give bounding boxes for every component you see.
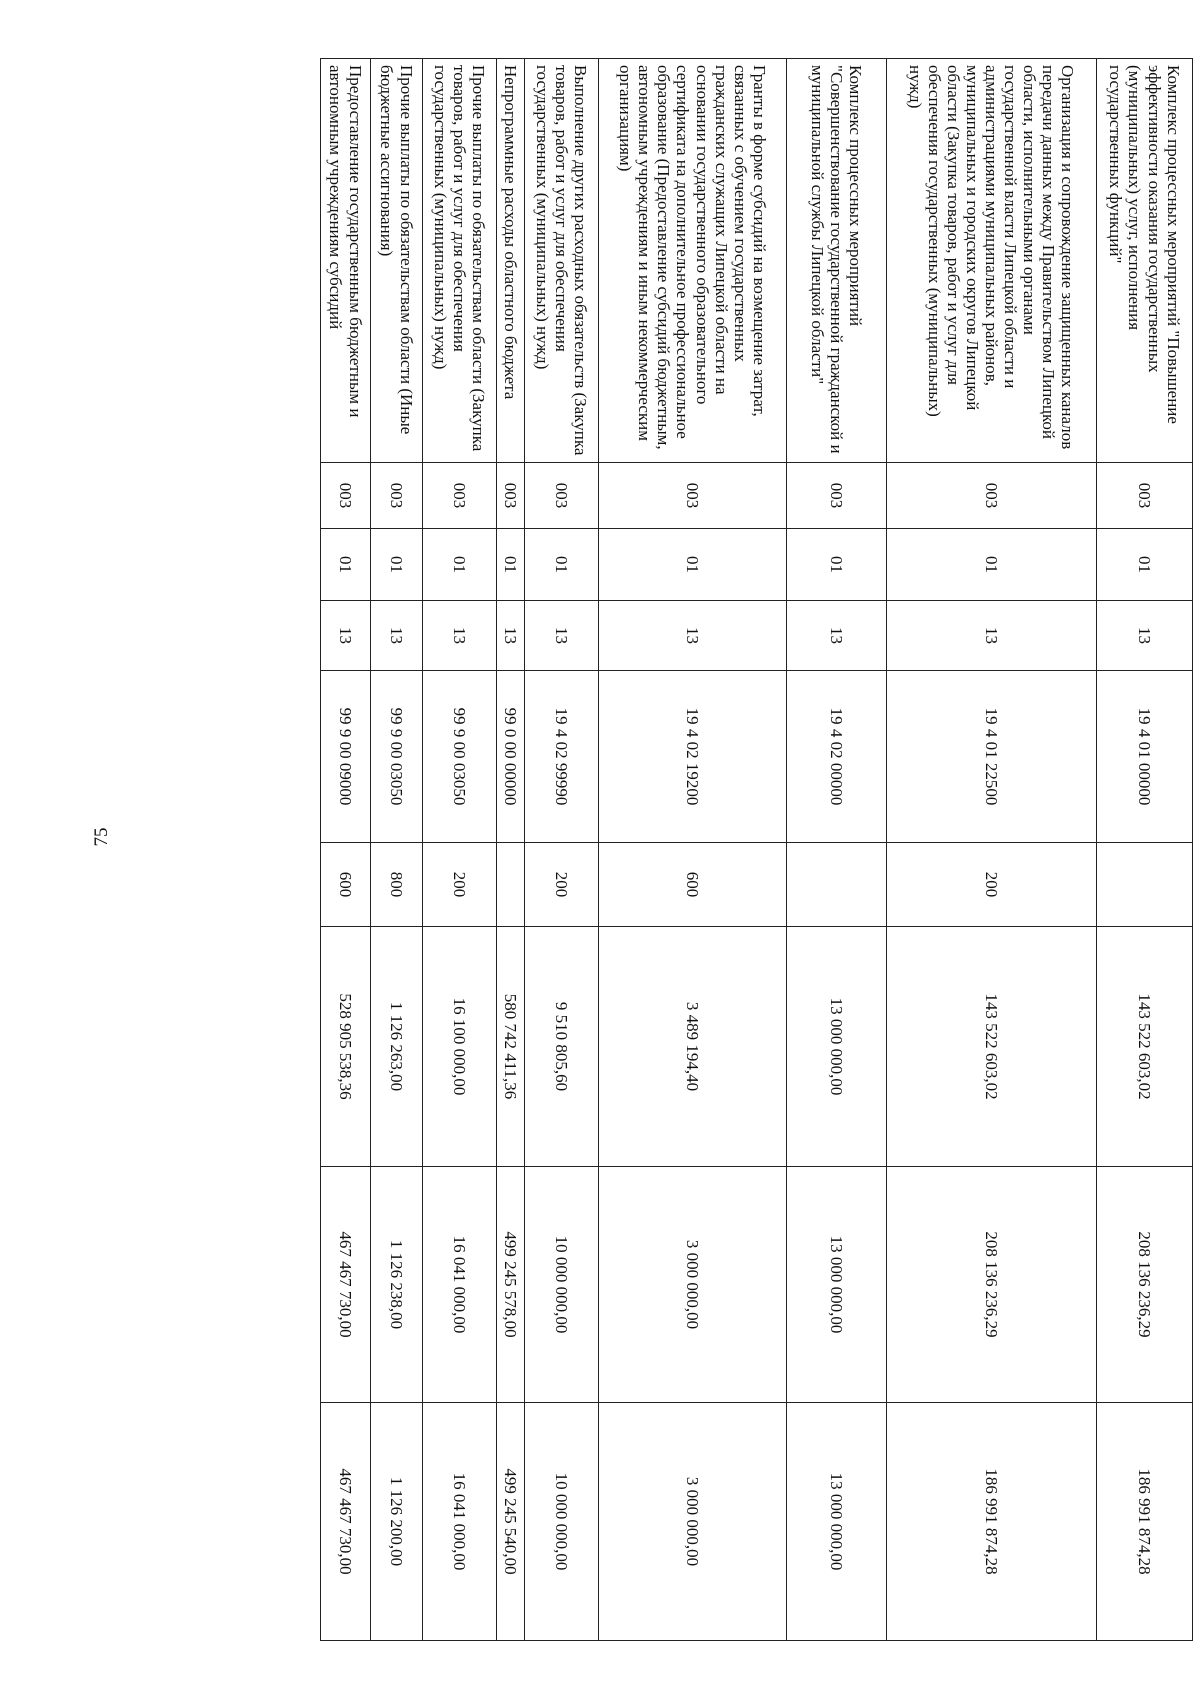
row-description: Организация и сопровождение защищенных каналов передачи данных между Правительством Липецкой области, исполнительными органами государственной власти Липецкой области и администрациями муниципальных районов, муниципальных и городских округов Липецкой области (Закупка товаров, работ и услуг для обеспечения государственных (муниципальных) нужд) <box>887 59 1097 463</box>
expense-type: 200 <box>887 843 1097 927</box>
ministry-code: 003 <box>497 463 525 529</box>
section-code: 01 <box>423 529 497 601</box>
subsection-code: 13 <box>1097 601 1193 671</box>
table-row <box>599 59 787 1641</box>
amount-2: 208 136 236,29 <box>1097 1167 1193 1403</box>
section-code: 01 <box>321 529 371 601</box>
target-article: 99 0 00 00000 <box>497 671 525 843</box>
subsection-code: 13 <box>525 601 599 671</box>
row-description: Комплекс процессных мероприятий "Совершенствование государственной гражданской и муниципальной службы Липецкой области" <box>787 59 887 463</box>
amount-2: 208 136 236,29 <box>887 1167 1097 1403</box>
expense-type: 600 <box>599 843 787 927</box>
amount-3: 186 991 874,28 <box>887 1403 1097 1641</box>
subsection-code: 13 <box>599 601 787 671</box>
ministry-code: 003 <box>787 463 887 529</box>
expense-type: 600 <box>321 843 371 927</box>
section-code: 01 <box>787 529 887 601</box>
subsection-code: 13 <box>371 601 423 671</box>
amount-3: 16 041 000,00 <box>423 1403 497 1641</box>
ministry-code: 003 <box>887 463 1097 529</box>
ministry-code: 003 <box>1097 463 1193 529</box>
amount-2: 13 000 000,00 <box>787 1167 887 1403</box>
amount-1: 143 522 603,02 <box>887 927 1097 1167</box>
target-article: 19 4 02 99990 <box>525 671 599 843</box>
subsection-code: 13 <box>887 601 1097 671</box>
row-description: Непрограммные расходы областного бюджета <box>497 59 525 463</box>
row-description: Гранты в форме субсидий на возмещение затрат, связанных с обучением государственных гражданских служащих Липецкой области на основании государственного образовательного сертификата на дополнительное профессиональное образование (Предоставление субсидий бюджетным, автономным учреждениям и иным некоммерческим организациям) <box>599 59 787 463</box>
table-row <box>525 59 599 1641</box>
ministry-code: 003 <box>321 463 371 529</box>
amount-1: 1 126 263,00 <box>371 927 423 1167</box>
expense-type <box>1097 843 1193 927</box>
amount-1: 13 000 000,00 <box>787 927 887 1167</box>
table-row <box>887 59 1097 1641</box>
amount-2: 499 245 578,00 <box>497 1167 525 1403</box>
amount-1: 16 100 000,00 <box>423 927 497 1167</box>
amount-2: 10 000 000,00 <box>525 1167 599 1403</box>
amount-3: 10 000 000,00 <box>525 1403 599 1641</box>
amount-3: 13 000 000,00 <box>787 1403 887 1641</box>
target-article: 19 4 02 19200 <box>599 671 787 843</box>
section-code: 01 <box>887 529 1097 601</box>
subsection-code: 13 <box>787 601 887 671</box>
page-number: 75 <box>91 827 112 847</box>
target-article: 19 4 01 22500 <box>887 671 1097 843</box>
section-code: 01 <box>497 529 525 601</box>
amount-3: 499 245 540,00 <box>497 1403 525 1641</box>
section-code: 01 <box>371 529 423 601</box>
subsection-code: 13 <box>321 601 371 671</box>
rotated-table-container <box>183 58 1193 1640</box>
section-code: 01 <box>1097 529 1193 601</box>
amount-2: 467 467 730,00 <box>321 1167 371 1403</box>
table-row <box>497 59 525 1641</box>
expense-type: 200 <box>525 843 599 927</box>
target-article: 99 9 00 09000 <box>321 671 371 843</box>
ministry-code: 003 <box>371 463 423 529</box>
subsection-code: 13 <box>423 601 497 671</box>
target-article: 99 9 00 03050 <box>371 671 423 843</box>
amount-3: 186 991 874,28 <box>1097 1403 1193 1641</box>
table-row <box>321 59 371 1641</box>
ministry-code: 003 <box>525 463 599 529</box>
table-row <box>371 59 423 1641</box>
table-row <box>423 59 497 1641</box>
amount-2: 1 126 238,00 <box>371 1167 423 1403</box>
expense-type: 200 <box>423 843 497 927</box>
amount-2: 3 000 000,00 <box>599 1167 787 1403</box>
row-description: Прочие выплаты по обязательствам области (Иные бюджетные ассигнования) <box>371 59 423 463</box>
amount-1: 9 510 805,60 <box>525 927 599 1167</box>
amount-3: 467 467 730,00 <box>321 1403 371 1641</box>
row-description: Выполнение других расходных обязательств (Закупка товаров, работ и услуг для обеспечения государственных (муниципальных) нужд) <box>525 59 599 463</box>
row-description: Комплекс процессных мероприятий "Повышение эффективности оказания государственных (муниципальных) услуг, исполнения государственных функций" <box>1097 59 1193 463</box>
section-code: 01 <box>599 529 787 601</box>
row-description: Прочие выплаты по обязательствам области (Закупка товаров, работ и услуг для обеспечения государственных (муниципальных) нужд) <box>423 59 497 463</box>
expense-type: 800 <box>371 843 423 927</box>
amount-1: 3 489 194,40 <box>599 927 787 1167</box>
expense-type <box>787 843 887 927</box>
amount-1: 580 742 411,36 <box>497 927 525 1167</box>
amount-3: 3 000 000,00 <box>599 1403 787 1641</box>
budget-table <box>320 58 1193 1641</box>
target-article: 19 4 02 00000 <box>787 671 887 843</box>
expense-type <box>497 843 525 927</box>
target-article: 99 9 00 03050 <box>423 671 497 843</box>
row-description: Предоставление государственным бюджетным и автономным учреждениям субсидий <box>321 59 371 463</box>
subsection-code: 13 <box>497 601 525 671</box>
section-code: 01 <box>525 529 599 601</box>
amount-1: 143 522 603,02 <box>1097 927 1193 1167</box>
table-row <box>1097 59 1193 1641</box>
target-article: 19 4 01 00000 <box>1097 671 1193 843</box>
amount-1: 528 905 538,36 <box>321 927 371 1167</box>
amount-3: 1 126 200,00 <box>371 1403 423 1641</box>
ministry-code: 003 <box>423 463 497 529</box>
amount-2: 16 041 000,00 <box>423 1167 497 1403</box>
table-row <box>787 59 887 1641</box>
ministry-code: 003 <box>599 463 787 529</box>
